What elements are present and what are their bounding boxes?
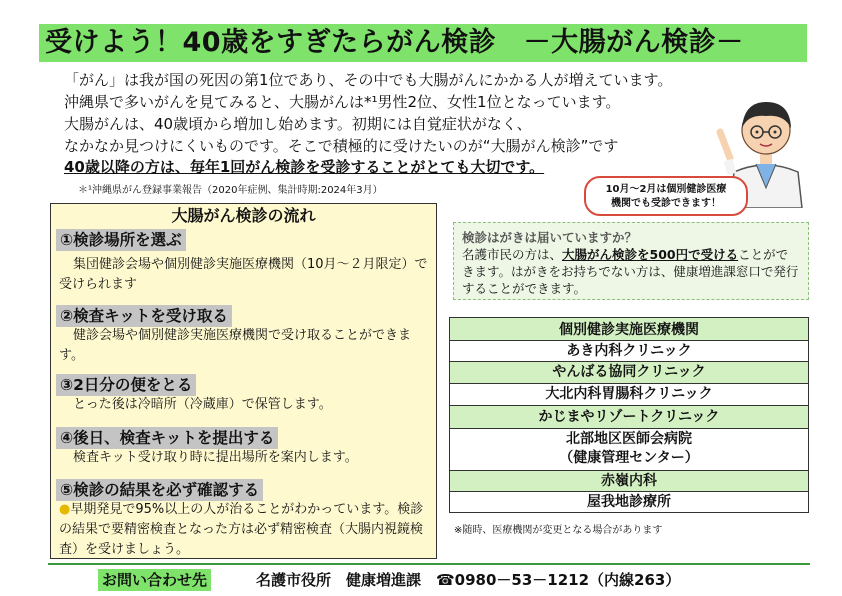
bubble-line: 10月～2月は個別健診医療	[605, 184, 727, 195]
intro-line: 大腸がんは、40歳頃から増加し始めます。初期には自覚症状がなく、	[64, 115, 532, 133]
step-5-desc: ●早期発見で95%以上の人が治ることがわかっています。検診の結果で要精密検査となった方は必ず精密検査（大腸内視鏡検査）を受けましょう。	[59, 502, 424, 557]
flow-title: 大腸がん検診の流れ	[171, 206, 316, 225]
intro-line: なかなか見つけにくいものです。そこで積極的に受けたいのが“大腸がん検診”です	[64, 137, 619, 155]
step-3-desc: とった後は冷暗所（冷蔵庫）で保管します。	[73, 397, 332, 412]
notice-body: 名護市民の方は、大腸がん検診を500円で受けることができます。はがきをお持ちでない方は、健康増進課窓口で発行することができます。	[462, 247, 799, 296]
clinic-note: ※随時、医療機関が変更となる場合があります	[454, 525, 663, 536]
step-3-title: ③2日分の便をとる	[56, 374, 196, 396]
flow-panel	[50, 203, 437, 559]
step-2-title: ②検査キットを受け取る	[56, 305, 232, 327]
intro-emphasis: 40歳以降の方は、毎年1回がん検診を受診することがとても大切です。	[64, 158, 545, 176]
notice-box	[453, 222, 809, 300]
clinic-row: 大北内科胃腸科クリニック	[449, 384, 809, 406]
page-title: 受けよう！40歳をすぎたらがん検診 －大腸がん検診－	[39, 24, 807, 62]
contact-label: お問い合わせ先	[98, 569, 211, 591]
lightbulb-icon: ●	[59, 502, 71, 517]
clinic-row: 赤嶺内科	[449, 471, 809, 492]
clinic-row: 北部地区医師会病院 （健康管理センター）	[449, 429, 809, 471]
clinic-table	[449, 317, 809, 513]
clinic-row: あき内科クリニック	[449, 341, 809, 362]
bubble-line: 機関でも受診できます！	[611, 198, 721, 209]
intro-line: 沖縄県で多いがんを見てみると、大腸がんは*¹男性2位、女性1位となっています。	[64, 93, 621, 111]
speech-bubble	[584, 176, 748, 216]
step-1-title: ①検診場所を選ぶ	[56, 229, 186, 251]
footer-divider	[48, 563, 810, 565]
contact-text: 名護市役所 健康増進課 ☎0980－53－1212（内線263）	[256, 571, 681, 589]
step-1-desc: 集団健診会場や個別健診実施医療機関（10月～２月限定）で受けられます	[59, 257, 428, 292]
step-4-desc: 検査キット受け取り時に提出場所を案内します。	[73, 450, 358, 465]
step-2-desc: 健診会場や個別健診実施医療機関で受け取ることができます。	[59, 328, 412, 363]
clinic-header: 個別健診実施医療機関	[449, 317, 809, 341]
clinic-row: やんばる協同クリニック	[449, 362, 809, 384]
clinic-row: 屋我地診療所	[449, 492, 809, 513]
notice-title: 検診はがきは届いていますか？	[462, 230, 638, 245]
step-4-title: ④後日、検査キットを提出する	[56, 427, 278, 449]
clinic-row: かじまやリゾートクリニック	[449, 406, 809, 429]
intro-line: 「がん」は我が国の死因の第1位であり、その中でも大腸がんにかかる人が増えています。	[64, 71, 673, 89]
footnote: ＊¹沖縄県がん登録事業報告（2020年症例、集計時期:2024年3月）	[78, 185, 383, 196]
step-5-title: ⑤検診の結果を必ず確認する	[56, 479, 263, 501]
